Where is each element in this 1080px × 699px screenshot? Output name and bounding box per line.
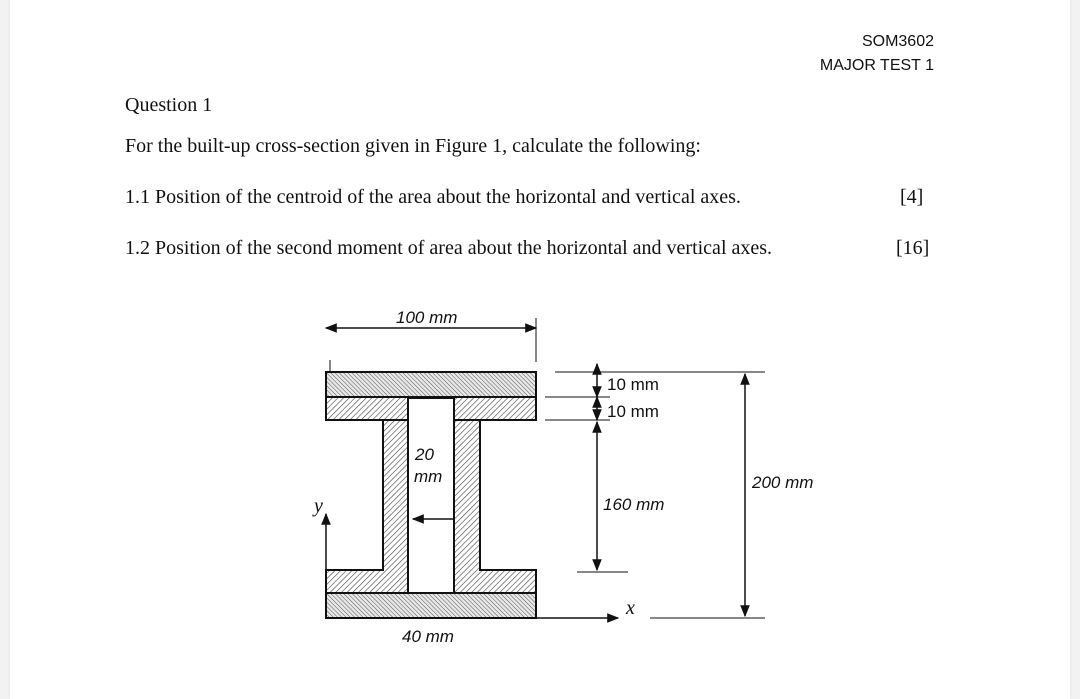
bottom-flange-outer — [326, 593, 536, 618]
label-web-height: 160 mm — [603, 495, 665, 514]
label-total-height: 200 mm — [752, 473, 814, 492]
axis-x-label: x — [626, 597, 635, 619]
label-bottom-width: 40 mm — [402, 627, 454, 646]
question-item-1-marks: [4] — [900, 186, 924, 208]
question-item-2-marks: [16] — [896, 237, 930, 259]
question-item-2: 1.2 Position of the second moment of area about the horizontal and vertical axes. — [125, 237, 773, 259]
label-gap-width-line2: mm — [414, 467, 443, 486]
label-gap-width-line1: 20 — [415, 445, 434, 464]
left-channel — [326, 420, 408, 593]
axis-y-label: y — [314, 495, 323, 517]
web-gap — [408, 398, 454, 593]
right-channel — [454, 420, 536, 593]
label-flange-thickness-2: 10 mm — [607, 402, 659, 421]
label-top-width: 100 mm — [396, 308, 458, 327]
course-code: SOM3602 — [861, 33, 934, 50]
label-flange-thickness-1: 10 mm — [607, 375, 659, 394]
question-intro: For the built-up cross-section given in Figure 1, calculate the following: — [125, 135, 701, 157]
question-item-1: 1.1 Position of the centroid of the area about the horizontal and vertical axes. — [125, 186, 741, 208]
question-title: Question 1 — [125, 94, 213, 116]
test-name: MAJOR TEST 1 — [819, 57, 934, 74]
top-flange-outer — [326, 372, 536, 397]
